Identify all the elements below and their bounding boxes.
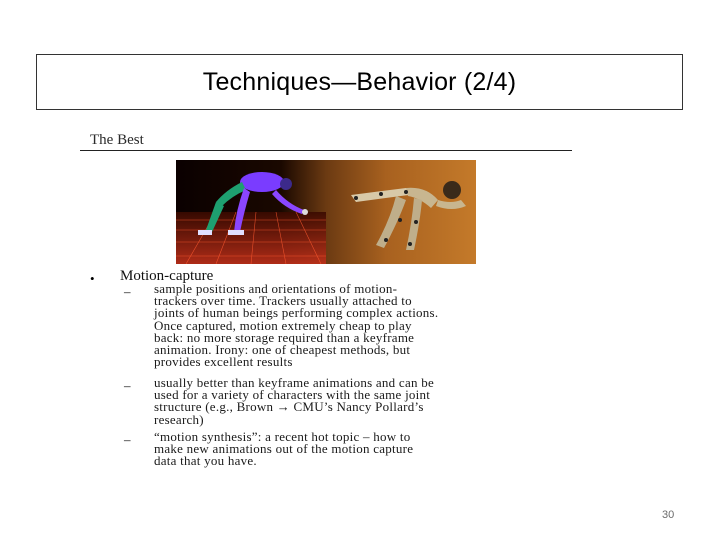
dash-marker: – (124, 284, 131, 299)
motion-capture-photo (176, 160, 476, 264)
scanned-page-image (80, 128, 590, 478)
sub-item-line: back: no more storage required than a keyframe (154, 329, 415, 345)
heading-rule (80, 150, 572, 151)
bullet-marker: • (90, 271, 95, 286)
sub-item (154, 283, 594, 368)
sub-item-line: used for a variety of characters with the same joint (154, 387, 431, 403)
slide-title: Techniques—Behavior (2/4) (202, 67, 517, 96)
bullet-title: Motion-capture (120, 268, 214, 284)
sub-item-line: make new animations out of the motion capture (154, 441, 414, 457)
dash-marker: – (124, 432, 131, 447)
sub-item-line: data that you have. (154, 453, 257, 469)
section-heading: The Best (90, 132, 144, 148)
sub-item-line: structure (e.g., Brown → CMU’s Nancy Pollard’s (154, 399, 424, 415)
sub-item (154, 431, 594, 468)
page-number: 30 (662, 509, 675, 521)
sub-item-line: sample positions and orientations of motion- (154, 281, 398, 296)
sub-item-line: research) (154, 411, 204, 427)
sub-item-line: provides excellent results (154, 354, 293, 370)
sub-item-line: usually better than keyframe animations and can be (154, 375, 434, 390)
sub-item (154, 377, 594, 426)
title-box (36, 54, 683, 110)
sub-item-line: “motion synthesis”: a recent hot topic – how to (154, 429, 411, 444)
sub-item-line: animation. Irony: one of cheapest methods, but (154, 342, 411, 358)
sub-item-line: joints of human beings performing complex actions. (154, 305, 439, 321)
sub-item-line: Once captured, motion extremely cheap to play (154, 317, 412, 333)
dash-marker: – (124, 378, 131, 393)
sub-item-line: trackers over time. Trackers usually attached to (154, 293, 412, 309)
